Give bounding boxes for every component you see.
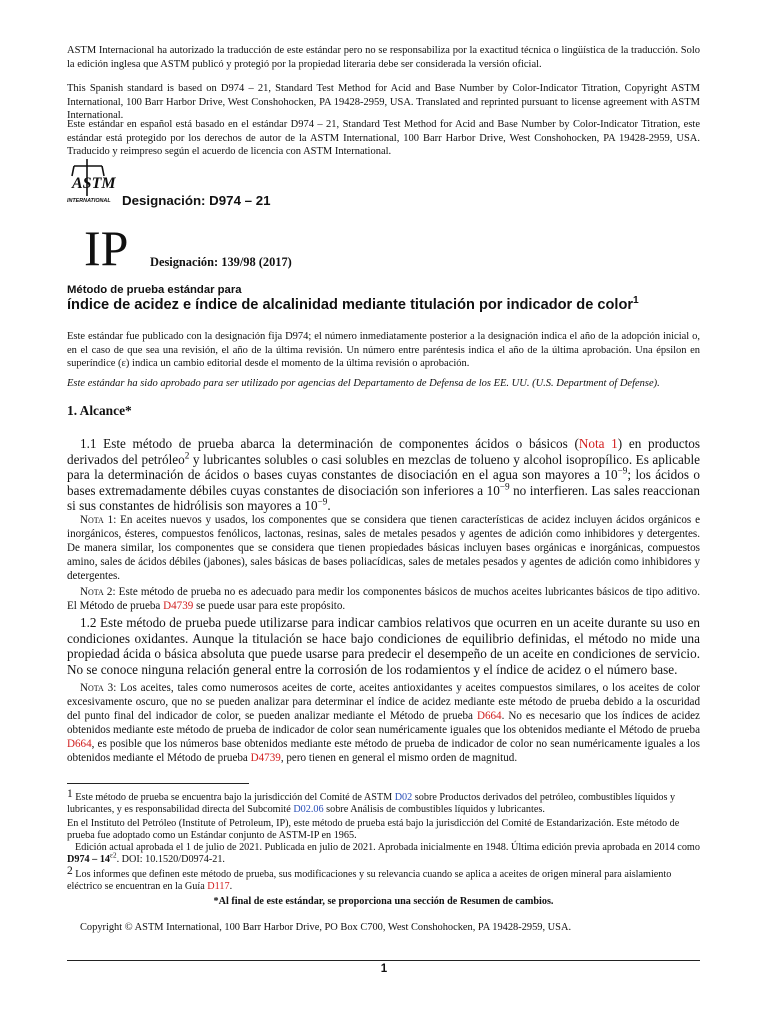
footnote-2-ref: 2 [184, 450, 190, 461]
paragraph-1-1: 1.1 Este método de prueba abarca la determinación de componentes ácidos o básicos (Nota 1) en productos derivados del petróleo$^2$ y lubricantes solubles o casi solubles en mezclas de tolueno y alcohol isopropílico. Es aplicable para la determinación de ácidos o bases cuyas constantes de disociación en el agua son mayores a $10^{-9}$; los ácidos o bases extremadamente débiles cuyas constantes de disociación son inferiores a $10^{-9}$ no interfieren. Las sales reaccionan si sus constantes de hidrólisis son mayores a $10^{-9}$. [67, 436, 701, 513]
footnote-2: 2 Los informes que definen este método de prueba, sus modificaciones y su relevancia cuando se aplica a aceites de origen mineral para aislamiento eléctrico se encuentran en la Guía D117. [67, 865, 672, 892]
footer-rule [67, 960, 700, 961]
ip-wordmark: IP [84, 225, 129, 271]
note-1-link[interactable]: Nota 1 [578, 436, 618, 451]
note-2: Nota 2: Este método de prueba no es adecuado para medir los componentes básicos de muchos aceites lubricantes básicos de tipo aditivo. El Método de prueba D4739 se puede usar para este propósito. [67, 586, 700, 612]
d4739-link-2[interactable]: D4739 [250, 752, 281, 764]
astm-international-text: INTERNATIONAL [67, 198, 111, 204]
d0206-link[interactable]: D02.06 [293, 804, 324, 815]
footnote-1-ip: En el Instituto del Petróleo (Institute of Petroleum, IP), este método de prueba está bajo la jurisdicción del Comité de Estandarización. Este método de prueba fue adoptado como un Estándar conjunto de ASTM-IP en 1965. [67, 818, 680, 841]
translation-notice: ASTM Internacional ha autorizado la traducción de este estándar pero no se responsabiliza por la exactitud técnica o lingüística de la traducción. Solo la edición inglesa que ASTM publicó y protegió por la propiedad literaria debe ser considerada la versión oficial. [67, 45, 700, 70]
ip-designation: Designación: 139/98 (2017) [150, 255, 292, 269]
astm-logo [66, 156, 124, 206]
paragraph-1-2: 1.2 Este método de prueba puede utilizarse para indicar cambios relativos que ocurren en un aceite durante su uso en condiciones oxidantes. Aunque la titulación se hace bajo condiciones de equilibrio definidas, el método no mide una propiedad ácida o básica absoluta que puede usarse para predecir el desempeño de un aceite en condiciones de servicio. No se conoce ninguna relación general entre la corrosión de los rodamientos y el índice de acidez o el número base. [67, 615, 700, 677]
d117-link[interactable]: D117 [207, 881, 230, 892]
footnote-1-edition: Edición actual aprobada el 1 de julio de 2021. Publicada en julio de 2021. Aprobada inicialmente en 1948. Última edición previa aprobada en 2014 como $D974 - 14^{\varepsilon 2}$. DOI: 10.1520/D0974-21. [67, 842, 700, 865]
english-notice: This Spanish standard is based on D974 – 21, Standard Test Method for Acid and Base Number by Color-Indicator Titration, Copyright ASTM International, 100 Barr Harbor Drive, West Conshohocken, PA 19428-2959, USA. Translated and reprinted pursuant to license agreement with ASTM International. [67, 83, 700, 121]
note-3: Nota 3: Los aceites, tales como numerosos aceites de corte, aceites antioxidantes y aceites compuestos similares, o los aceites de color excesivamente oscuro, que no se pueden analizar para determinar el índice de acidez mediante este método de prueba debido a la oscuridad del punto final del indicador de color, se pueden analizar mediante el Método de prueba D664. No es necesario que los índices de acidez obtenidos mediante este método de prueba de indicador de color sean numéricamente iguales que los obtenidos mediante el Método de prueba D664, es posible que los números base obtenidos mediante este método de prueba de indicador de color no sean numéricamente iguales a los obtenidos mediante el Método de prueba D4739, pero tienen en general el mismo orden de magnitud. [67, 682, 700, 764]
issuance-notice: Este estándar fue publicado con la designación fija D974; el número inmediatamente posterior a la designación indica el año de la adopción inicial o, en el caso de que sea una revisión, el año de la última revisión. Un número entre paréntesis indica el año de la última aprobación. Una épsilon en superíndice (ε) indica un cambio editorial desde el momento de la última revisión o aprobación. [67, 331, 700, 369]
footnote-separator [67, 783, 249, 784]
title-text: índice de acidez e índice de alcalinidad mediante titulación por indicador de color [67, 297, 634, 313]
d664-link-2[interactable]: D664 [67, 738, 92, 750]
copyright-line: Copyright © ASTM International, 100 Barr Harbor Drive, PO Box C700, West Conshohocken, PA 19428-2959, USA. [80, 922, 572, 933]
section-heading-scope: 1. Alcance* [67, 403, 132, 418]
ip-logo [84, 225, 156, 271]
d664-link[interactable]: D664 [476, 710, 502, 722]
summary-of-changes-notice: *Al final de este estándar, se proporciona una sección de Resumen de cambios. [213, 896, 554, 907]
d02-link[interactable]: D02 [394, 792, 413, 803]
astm-wordmark: ASTM [72, 175, 116, 192]
footnote-1: 1 Este método de prueba se encuentra bajo la jurisdicción del Comité de ASTM D02 sobre Productos derivados del petróleo, combustibles líquidos y lubricantes, y es responsabilidad directa del Subcomité D02.06 sobre Análisis de combustibles líquidos y lubricantes. [67, 788, 676, 815]
document-title [67, 297, 639, 313]
title-footnote-ref: 1 [633, 295, 639, 307]
spanish-notice: Este estándar en español está basado en el estándar D974 – 21, Standard Test Method for Acid and Base Number by Color-Indicator Titration, este estándar está protegido por los derechos de autor de la ASTM International, 100 Barr Harbor Drive, West Conshohocken, PA 19428-2959, USA. Traducido y reimpreso según el acuerdo de licencia con ASTM International. [67, 119, 700, 157]
d4739-link[interactable]: D4739 [163, 600, 194, 612]
title-subtitle: Método de prueba estándar para [67, 284, 242, 296]
note-1: Nota 1: En aceites nuevos y usados, los componentes que se considera que tienen características de acidez incluyen ácidos orgánicos e inorgánicos, ésteres, compuestos fenólicos, lactonas, resinas, sales de metales pesados y agentes de adición como inhibidores y detergentes. De manera similar, los componentes que se considera que tienen propiedades básicas incluyen bases orgánicas e inorgánicas, compuestos amino, sales de ácidos débiles (jabones), sales básicas de bases poliacídicas, sales de metales pesados y agentes de adición como inhibidores y detergentes. [67, 514, 700, 582]
dod-notice: Este estándar ha sido aprobado para ser utilizado por agencias del Departamento de Defensa de los EE. UU. (U.S. Department of Defense). [67, 378, 660, 389]
page-number: 1 [380, 963, 388, 975]
astm-designation: Designación: D974 – 21 [122, 193, 271, 208]
